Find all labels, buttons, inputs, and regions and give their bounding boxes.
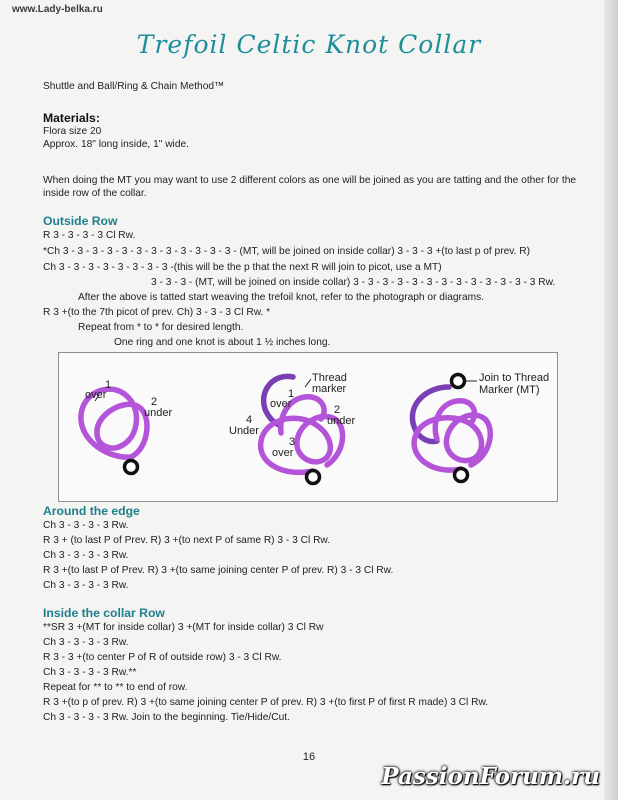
fig1-under-label: under [144, 407, 173, 419]
fig2-over3-label: over [272, 447, 294, 459]
fig2-thread-label: Thread [312, 372, 347, 384]
outside-row-line: Ch 3 - 3 - 3 - 3 - 3 - 3 - 3 - 3 -(this will be the p that the next R will join to picot, use a MT) [43, 262, 442, 273]
fig1-over-label: over [85, 389, 107, 401]
fig2-marker-label: marker [312, 383, 347, 395]
knot-figure-3 [412, 372, 549, 482]
knot-figure-1 [81, 379, 173, 474]
inside-row-line: Ch 3 - 3 - 3 - 3 Rw.** [43, 667, 137, 678]
watermark-bottom: PassionForum.ru [381, 763, 600, 790]
fig2-over1-label: over [270, 398, 292, 410]
page-number: 16 [302, 751, 316, 763]
knot-diagram-panel [58, 352, 558, 502]
outside-row-line: R 3 +(to the 7th picot of prev. Ch) 3 - 3 - 3 Cl Rw. * [43, 307, 271, 318]
inside-row-line: Ch 3 - 3 - 3 - 3 Rw. [43, 637, 129, 648]
method-subtitle: Shuttle and Ball/Ring & Chain Method™ [43, 81, 225, 92]
fig2-under4-label: Under [229, 425, 259, 437]
inside-row-line: **SR 3 +(MT for inside collar) 3 +(MT for inside collar) 3 Cl Rw [43, 622, 324, 633]
around-edge-line: Ch 3 - 3 - 3 - 3 Rw. [43, 580, 129, 591]
fig2-under2-num: 2 [334, 404, 341, 416]
inside-row-line: R 3 +(to p of prev. R) 3 +(to same joining center P of prev. R) 3 +(to first P of first R made) 3 Cl Rw. [43, 697, 489, 708]
inside-row-line: Repeat for ** to ** to end of row. [43, 682, 188, 693]
inside-row-line: R 3 - 3 +(to center P of R of outside row) 3 - 3 Cl Rw. [43, 652, 282, 663]
fig1-over-num: 1 [105, 379, 112, 391]
knot-diagrams [59, 353, 557, 501]
fig2-over1-num: 1 [288, 388, 295, 400]
materials-line: Flora size 20 [43, 126, 102, 137]
around-edge-line: R 3 +(to last P of Prev. R) 3 +(to same joining center P of prev. R) 3 - 3 Cl Rw. [43, 565, 394, 576]
page-title: Trefoil Celtic Knot Collar [136, 30, 482, 59]
fig3-join-label-2: Marker (MT) [479, 384, 540, 396]
fig2-under4-num: 4 [246, 414, 253, 426]
outside-row-line: Repeat from * to * for desired length. [78, 322, 244, 333]
materials-line: Approx. 18" long inside, 1" wide. [43, 139, 189, 150]
intro-paragraph: When doing the MT you may want to use 2 different colors as one will be joined as you are tatting and the other for the inside row of the collar. [43, 175, 577, 199]
fig1-under-num: 2 [151, 396, 158, 408]
around-edge-line: R 3 + (to last P of Prev. R) 3 +(to next P of same R) 3 - 3 Cl Rw. [43, 535, 331, 546]
outside-row-line: R 3 - 3 - 3 - 3 Cl Rw. [43, 230, 136, 241]
around-edge-heading: Around the edge [43, 504, 140, 518]
inside-row-line: Ch 3 - 3 - 3 - 3 Rw. Join to the beginning. Tie/Hide/Cut. [43, 712, 290, 723]
fig2-over3-num: 3 [289, 436, 296, 448]
outside-row-heading: Outside Row [43, 214, 118, 228]
knot-figure-2 [229, 372, 355, 484]
watermark-top: www.Lady-belka.ru [12, 4, 103, 15]
outside-row-line: One ring and one knot is about 1 ½ inches long. [114, 337, 331, 348]
fig3-join-label-1: Join to Thread [479, 372, 550, 384]
around-edge-line: Ch 3 - 3 - 3 - 3 Rw. [43, 550, 129, 561]
outside-row-line: *Ch 3 - 3 - 3 - 3 - 3 - 3 - 3 - 3 - 3 - 3 - 3 - 3 - (MT, will be joined on inside collar) 3 - 3 - 3 +(to last p of prev. R) [43, 246, 530, 257]
around-edge-line: Ch 3 - 3 - 3 - 3 Rw. [43, 520, 129, 531]
fig2-under2-label: under [327, 415, 356, 427]
materials-heading: Materials: [43, 111, 100, 125]
outside-row-line: After the above is tatted start weaving the trefoil knot, refer to the photograph or diagrams. [78, 292, 485, 303]
outside-row-line: 3 - 3 - 3 - (MT, will be joined on inside collar) 3 - 3 - 3 - 3 - 3 - 3 - 3 - 3 - 3 - 3 - 3 - 3 - 3 Rw. [151, 277, 556, 288]
inside-row-heading: Inside the collar Row [43, 606, 165, 620]
page-spine-shadow [604, 0, 618, 800]
